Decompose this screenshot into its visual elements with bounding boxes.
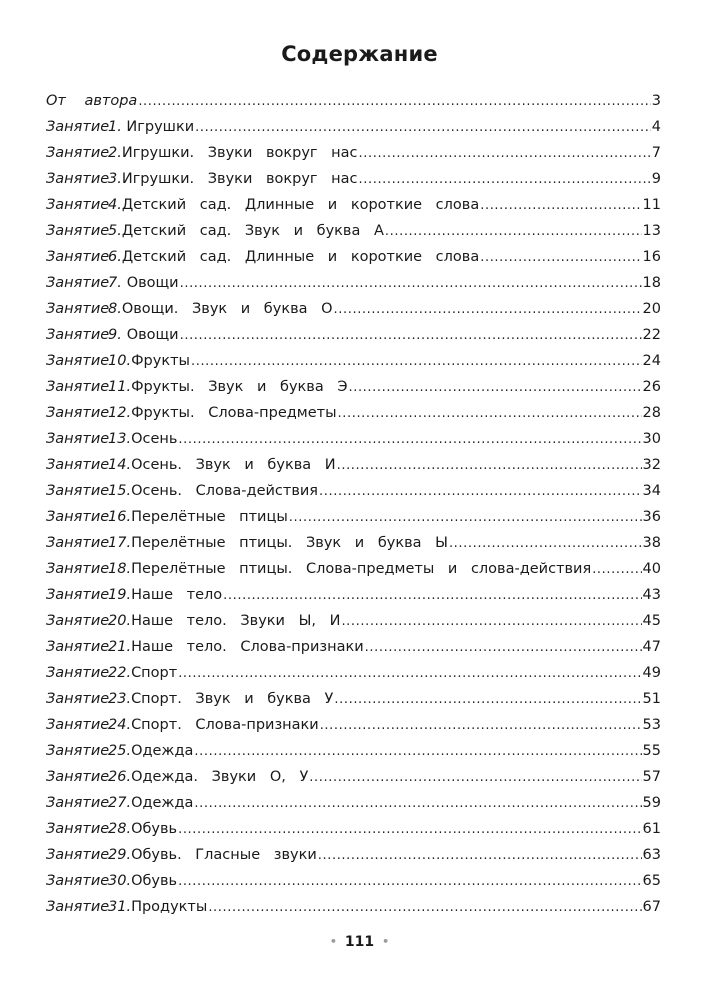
toc-entry[interactable] [46,608,661,634]
toc-entry[interactable] [46,426,661,452]
toc-topic: Спорт. Слова-признаки [131,717,319,733]
toc-lesson-word: Занятие [46,717,110,733]
toc-entry[interactable] [46,868,661,894]
toc-page-number: 22 [642,327,661,343]
toc-lesson-number: 9. [108,327,122,343]
toc-page-number: 67 [642,899,661,915]
toc-topic: Обувь. Гласные звуки [131,847,317,863]
toc-lesson-word: Занятие [46,639,110,655]
toc-entry[interactable] [46,478,661,504]
toc-page-number: 32 [642,457,661,473]
toc-topic: Фрукты. Звук и буква Э [131,379,348,395]
toc-lesson-word: Занятие [46,119,110,135]
toc-page-number: 57 [642,769,661,785]
page-footer [0,927,719,957]
toc-topic: Осень. Звук и буква И [131,457,336,473]
toc-page-number: 36 [642,509,661,525]
toc-topic: Одежда [131,795,194,811]
toc-lesson-number: 1. [108,119,122,135]
toc-topic: Игрушки. Звуки вокруг нас [121,171,358,187]
toc-page-number: 7 [651,145,661,161]
toc-page-number: 18 [642,275,661,291]
toc-topic: Перелётные птицы [131,509,288,525]
dot-leader [180,271,642,297]
toc-lesson-word: Занятие [46,769,110,785]
toc-lesson-number: 18. [108,561,132,577]
dot-leader [338,401,642,427]
dot-leader [180,323,642,349]
toc-lesson-number: 11. [108,379,132,395]
toc-lesson-word: Занятие [46,899,110,915]
dot-leader [309,765,641,791]
toc-topic: Детский сад. Длинные и короткие слова [121,197,480,213]
toc-page-number: 51 [642,691,661,707]
dot-leader [337,453,642,479]
dot-leader [348,375,641,401]
dot-leader [385,219,642,245]
toc-page-number: 26 [642,379,661,395]
toc-lesson-number: 13. [108,431,132,447]
toc-lesson-word: Занятие [46,821,110,837]
toc-entry[interactable] [46,374,661,400]
toc-lesson-number: 27. [108,795,132,811]
toc-lesson-number: 20. [108,613,132,629]
toc-lesson-number: 31. [108,899,132,915]
toc-page-number: 47 [642,639,661,655]
toc-entry[interactable] [46,270,661,296]
dot-leader [178,869,641,895]
toc-topic: Спорт [131,665,178,681]
toc-page-number: 45 [642,613,661,629]
toc-lesson-number: 2. [108,145,122,161]
toc-entry[interactable] [46,686,661,712]
toc-page-number: 40 [642,561,661,577]
toc-page-number: 61 [642,821,661,837]
toc-lesson-number: 7. [108,275,122,291]
toc-lesson-number: 12. [108,405,132,421]
toc-lesson-number: 6. [108,249,122,265]
dot-leader [319,479,642,505]
toc-page-number: 16 [642,249,661,265]
toc-topic: Овощи [126,327,179,343]
toc-lesson-number: 5. [108,223,122,239]
toc-entry[interactable] [46,504,661,530]
toc-lesson-word: Занятие [46,353,110,369]
toc-lesson-word: Занятие [46,197,110,213]
dot-leader [334,297,642,323]
dot-leader [341,609,641,635]
toc-lesson-word: Занятие [46,275,110,291]
toc-entry[interactable] [46,296,661,322]
toc-lesson-number: 26. [108,769,132,785]
toc-page-number: 38 [642,535,661,551]
toc-lesson-word: Занятие [46,691,110,707]
dot-leader [592,557,641,583]
dot-leader [359,167,651,193]
page-title: Содержание [281,42,438,66]
toc-topic: Одежда. Звуки О, У [131,769,309,785]
toc-page-number: 20 [642,301,661,317]
toc-lesson-word: Занятие [46,483,110,499]
toc-lesson-number: 28. [108,821,132,837]
dot-leader [178,661,641,687]
toc-entry[interactable] [46,400,661,426]
toc-entry[interactable] [46,530,661,556]
toc-lesson-number: 10. [108,353,132,369]
toc-entry[interactable] [46,660,661,686]
toc-topic: Наше тело [131,587,223,603]
toc-lesson-number: 14. [108,457,132,473]
toc-topic: Продукты [131,899,208,915]
toc-entry[interactable] [46,192,661,218]
footer-bullet-left: • [329,935,337,948]
toc-topic: Спорт. Звук и буква У [131,691,334,707]
toc-page-number: 59 [642,795,661,811]
table-of-contents [46,88,661,920]
toc-lesson-number: 16. [108,509,132,525]
dot-leader [138,89,650,115]
toc-topic: Одежда [131,743,194,759]
toc-topic: Детский сад. Звук и буква А [121,223,384,239]
toc-lesson-word: Занятие [46,171,110,187]
toc-lesson-number: 15. [108,483,132,499]
dot-leader [195,115,651,141]
toc-topic: Игрушки [126,119,195,135]
toc-topic: Перелётные птицы. Слова-предметы и слова-действия [131,561,592,577]
toc-topic: Осень. Слова-действия [131,483,319,499]
footer-page-number: 111 [344,934,375,950]
toc-lesson-number: 3. [108,171,122,187]
dot-leader [480,245,641,271]
toc-entry[interactable] [46,894,661,920]
toc-lesson-number: 17. [108,535,132,551]
toc-lesson-number: 24. [108,717,132,733]
toc-page-number: 28 [642,405,661,421]
toc-page-number: 63 [642,847,661,863]
toc-entry[interactable] [46,764,661,790]
toc-lesson-number: 22. [108,665,132,681]
toc-lesson-word: Занятие [46,561,110,577]
toc-page-number: 53 [642,717,661,733]
dot-leader [334,687,641,713]
toc-lesson-number: 21. [108,639,132,655]
footer-bullet-right: • [382,935,390,948]
toc-topic: Овощи. Звук и буква О [121,301,333,317]
dot-leader [449,531,642,557]
toc-topic: Обувь [131,873,178,889]
toc-lesson-word: Занятие [46,509,110,525]
toc-entry[interactable] [46,244,661,270]
dot-leader [194,739,641,765]
toc-topic: Детский сад. Длинные и короткие слова [121,249,480,265]
toc-lesson-word: Занятие [46,405,110,421]
toc-lesson-word: Занятие [46,847,110,863]
toc-entry[interactable] [46,452,661,478]
toc-lesson-word: Занятие [46,457,110,473]
toc-page-number: 43 [642,587,661,603]
toc-page-number: 65 [642,873,661,889]
toc-lesson-word: Занятие [46,613,110,629]
dot-leader [359,141,651,167]
toc-topic: Осень [131,431,178,447]
toc-entry[interactable] [46,790,661,816]
toc-page-number: 3 [651,93,661,109]
toc-topic: Фрукты. Слова-предметы [131,405,337,421]
toc-lesson-word: Занятие [46,535,110,551]
dot-leader [289,505,642,531]
toc-lesson-word: Занятие [46,431,110,447]
toc-lesson-number: 8. [108,301,122,317]
toc-lesson-number: 25. [108,743,132,759]
toc-lesson-number: 4. [108,197,122,213]
dot-leader [194,791,641,817]
dot-leader [178,427,641,453]
toc-page-number: 34 [642,483,661,499]
toc-topic: Обувь [131,821,178,837]
dot-leader [318,843,642,869]
toc-entry[interactable] [46,322,661,348]
toc-lesson-word: Занятие [46,665,110,681]
toc-entry[interactable] [46,556,661,582]
toc-page-number: 55 [642,743,661,759]
toc-page-number: 49 [642,665,661,681]
toc-topic: Перелётные птицы. Звук и буква Ы [131,535,448,551]
toc-topic: Наше тело. Слова-признаки [131,639,364,655]
toc-entry[interactable] [46,842,661,868]
toc-lesson-word: Занятие [46,301,110,317]
toc-entry[interactable] [46,218,661,244]
toc-lesson-word: Занятие [46,587,110,603]
toc-entry[interactable] [46,816,661,842]
dot-leader [480,193,641,219]
toc-topic: Фрукты [131,353,190,369]
toc-lesson-word: Занятие [46,379,110,395]
toc-lesson-word: Занятие [46,795,110,811]
toc-lesson-word: Занятие [46,249,110,265]
toc-lesson-word: Занятие [46,145,110,161]
toc-lesson-word: Занятие [46,873,110,889]
toc-entry[interactable] [46,166,661,192]
toc-entry[interactable] [46,738,661,764]
dot-leader [191,349,642,375]
dot-leader [208,895,641,921]
toc-topic: Наше тело. Звуки Ы, И [131,613,341,629]
toc-entry[interactable] [46,582,661,608]
toc-lesson-number: 19. [108,587,132,603]
toc-lesson-word: Занятие [46,743,110,759]
toc-entry-intro[interactable] [46,88,661,114]
toc-entry[interactable] [46,140,661,166]
dot-leader [320,713,642,739]
toc-topic: Игрушки. Звуки вокруг нас [121,145,358,161]
toc-page-number: 9 [651,171,661,187]
dot-leader [365,635,642,661]
dot-leader [223,583,641,609]
toc-lesson-word: Занятие [46,223,110,239]
toc-entry[interactable] [46,114,661,140]
toc-entry[interactable] [46,634,661,660]
toc-topic: Овощи [126,275,179,291]
toc-entry[interactable] [46,712,661,738]
toc-lesson-number: 29. [108,847,132,863]
toc-entry[interactable] [46,348,661,374]
toc-page-number: 24 [642,353,661,369]
toc-page-number: 11 [642,197,661,213]
toc-lesson-number: 30. [108,873,132,889]
toc-intro-label: От автора [46,93,138,109]
toc-page-number: 30 [642,431,661,447]
dot-leader [178,817,641,843]
toc-lesson-number: 23. [108,691,132,707]
toc-page-number: 13 [642,223,661,239]
toc-page-number: 4 [651,119,661,135]
toc-lesson-word: Занятие [46,327,110,343]
